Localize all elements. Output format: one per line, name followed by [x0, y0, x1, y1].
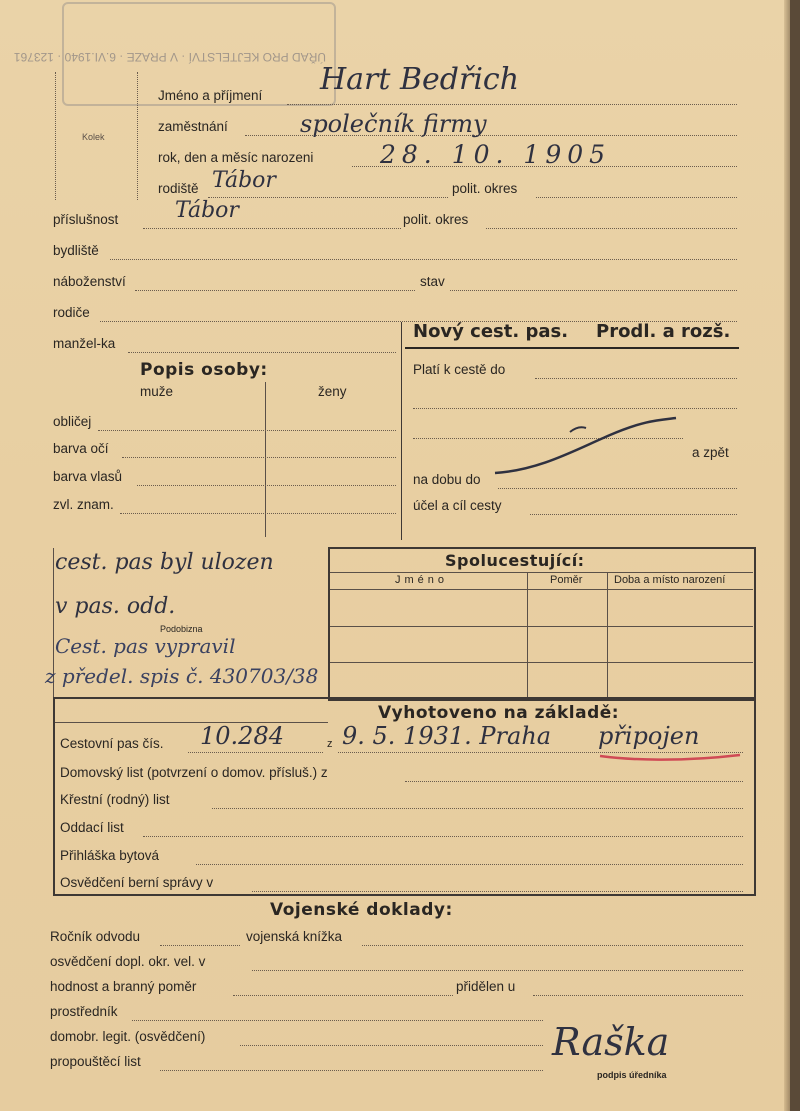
value-prislusnost: Tábor	[175, 198, 239, 223]
value-jmeno: Hart Bedřich	[320, 62, 520, 97]
spolu-col-0: Jméno	[395, 574, 449, 586]
label-ucel: účel a cíl cesty	[413, 498, 502, 513]
label-plati: Platí k cestě do	[413, 362, 506, 377]
label-zamestnani: zaměstnání	[158, 119, 228, 134]
popis-row-1: barva očí	[53, 441, 109, 456]
label-domobr: domobr. legit. (osvědčení)	[50, 1029, 206, 1044]
popis-zeny: ženy	[318, 384, 347, 399]
label-rodiste: rodiště	[158, 181, 199, 196]
podobizna-note1: cest. pas byl ulozen	[55, 550, 274, 575]
label-rocnik: Ročník odvodu	[50, 929, 141, 944]
label-stav: stav	[420, 274, 445, 289]
label-narozeni: rok, den a měsíc narozeni	[158, 150, 314, 165]
vyhotoveno-row-0: Domovský list (potvrzení o domov. přísluš.) z	[60, 765, 328, 780]
label-rodiste-okres: polit. okres	[452, 181, 518, 196]
label-bydliste: bydliště	[53, 243, 99, 258]
label-manzel: manžel-ka	[53, 336, 116, 351]
popis-row-3: zvl. znam.	[53, 497, 114, 512]
vyhotoveno-row-2: Oddací list	[60, 820, 124, 835]
label-prodl: Prodl. a rozš.	[596, 321, 731, 342]
label-prostrednik: prostředník	[50, 1004, 118, 1019]
label-a-zpet: a zpět	[692, 445, 729, 460]
popis-row-0: obličej	[53, 414, 92, 429]
podobizna-label: Podobizna	[160, 624, 203, 634]
podobizna-note4: z předel. spis č. 430703/38	[45, 664, 319, 688]
vyhotoveno-title: Vyhotoveno na základě:	[378, 703, 620, 723]
label-propousteci: propouštěcí list	[50, 1054, 141, 1069]
spolu-col-1: Poměr	[550, 574, 583, 586]
label-jmeno: Jméno a příjmení	[158, 88, 263, 103]
podobizna-note2: v pas. odd.	[55, 594, 176, 619]
podobizna-note3: Cest. pas vypravil	[55, 634, 236, 658]
value-cest-pas: 10.284	[200, 722, 284, 750]
label-pridelen: přidělen u	[456, 979, 516, 994]
popis-muze: muže	[140, 384, 174, 399]
signature-label: podpis úředníka	[597, 1070, 667, 1080]
label-cest-pas: Cestovní pas čís.	[60, 736, 164, 751]
popis-title: Popis osoby:	[140, 360, 268, 380]
label-osvedceni: osvědčení dopl. okr. vel. v	[50, 954, 206, 969]
label-na-dobu: na dobu do	[413, 472, 481, 487]
signature: Raška	[552, 1020, 670, 1064]
spolu-title: Spolucestující:	[445, 551, 585, 570]
kolek-label: Kolek	[82, 132, 105, 142]
label-z: z	[327, 738, 333, 750]
value-narozeni: 28. 10. 1905	[380, 140, 612, 169]
vyhotoveno-row-4: Osvědčení berní správy v	[60, 875, 214, 890]
value-pripojen: připojen	[598, 722, 700, 750]
value-zamestnani: společník firmy	[300, 110, 487, 138]
value-rodiste: Tábor	[212, 168, 276, 193]
label-hodnost: hodnost a branný poměr	[50, 979, 197, 994]
vyhotoveno-row-1: Křestní (rodný) list	[60, 792, 170, 807]
label-prislusnost: příslušnost	[53, 212, 119, 227]
vyhotoveno-row-3: Přihláška bytová	[60, 848, 160, 863]
vojenske-title: Vojenské doklady:	[270, 900, 453, 920]
spolu-col-2: Doba a místo narození	[614, 574, 726, 586]
label-prislusnost-okres: polit. okres	[403, 212, 469, 227]
value-z: 9. 5. 1931. Praha	[342, 722, 552, 750]
label-rodice: rodiče	[53, 305, 90, 320]
stamp-text: ÚŘAD PRO KEJTELSTVÍ · V PRAZE · 6.VI.1940 · 123761	[13, 50, 326, 64]
label-knizka: vojenská knížka	[246, 929, 343, 944]
popis-row-2: barva vlasů	[53, 469, 123, 484]
label-novy-pas: Nový cest. pas.	[413, 321, 569, 342]
label-nabozenstvi: náboženství	[53, 274, 126, 289]
